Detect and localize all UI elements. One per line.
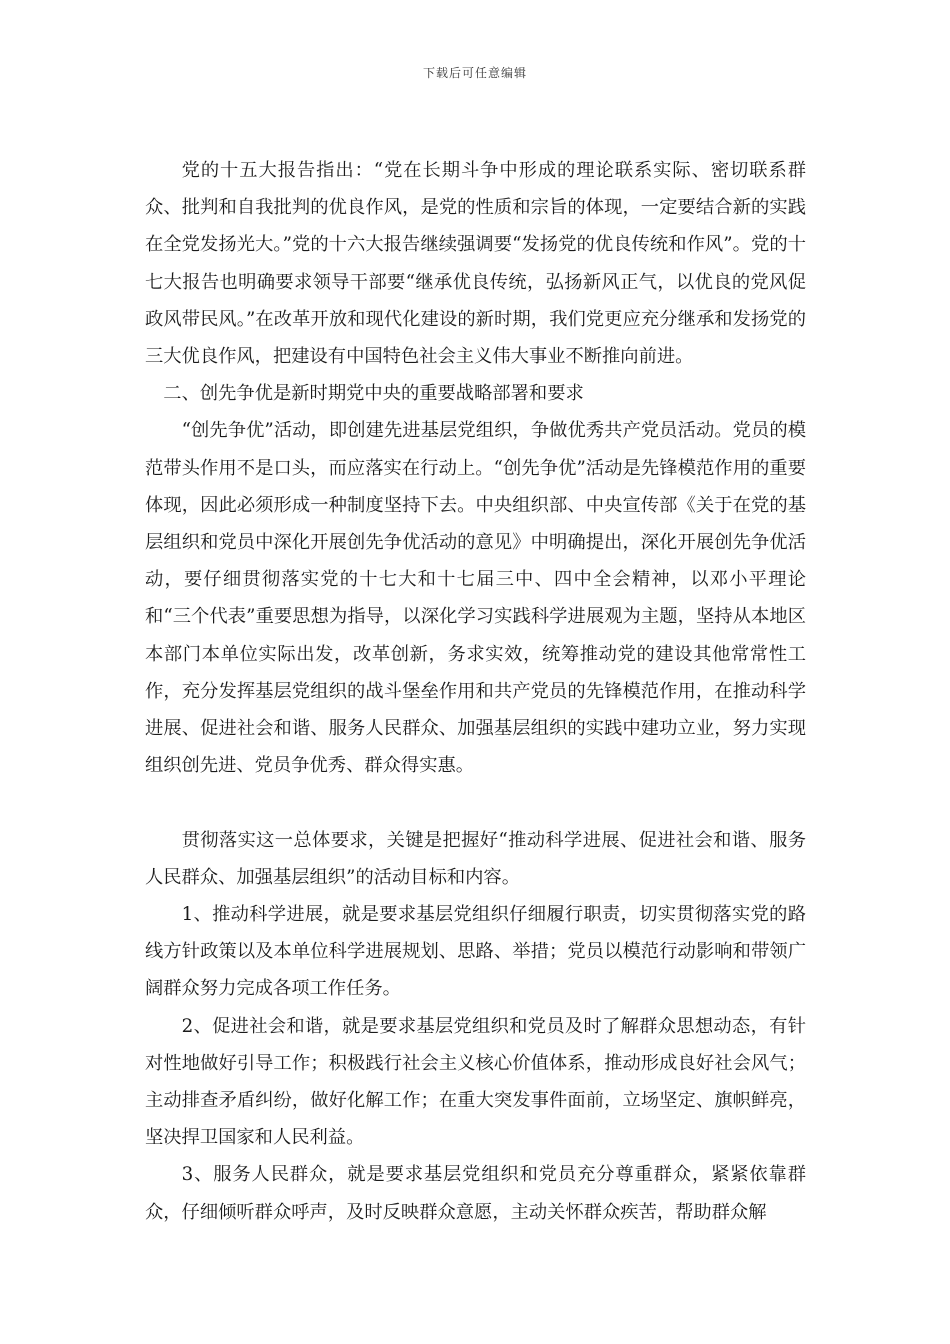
paragraph-party-style: 党的十五大报告指出：“党在长期斗争中形成的理论联系实际、密切联系群众、批判和自我批判的优良作风，是党的性质和宗旨的体现，一定要结合新的实践在全党发扬光大。”党的十六大报告继续强调要“发扬党的优良传统和作风”。党的十七大报告也明确要求领导干部要“继承优良传统，弘扬新风正气，以优良的党风促政风带民风。”在改革开放和现代化建设的新时期，我们党更应充分继承和发扬党的三大优良作风，把建设有中国特色社会主义伟大事业不断推向前进。 <box>145 160 806 368</box>
list-item-social-harmony: 2、促进社会和谐，就是要求基层党组织和党员及时了解群众思想动态，有针对性地做好引导工作；积极践行社会主义核心价值体系，推动形成良好社会风气；主动排查矛盾纠纷，做好化解工作；在重大突发事件面前，立场坚定、旗帜鲜亮，坚决捍卫国家和人民利益。 <box>145 1015 806 1149</box>
document-body <box>145 152 806 1231</box>
list-item-scientific-development: 1、推动科学进展，就是要求基层党组织仔细履行职责，切实贯彻落实党的路线方针政策以及本单位科学进展规划、思路、举措；党员以模范行动影响和带领广阔群众努力完成各项工作任务。 <box>145 904 806 1000</box>
paragraph-overall-requirement: 贯彻落实这一总体要求，关键是把握好“推动科学进展、促进社会和谐、服务人民群众、加强基层组织”的活动目标和内容。 <box>145 829 806 888</box>
list-item-serve-people: 3、服务人民群众，就是要求基层党组织和党员充分尊重群众，紧紧依靠群众，仔细倾听群众呼声，及时反映群众意愿，主动关怀群众疾苦，帮助群众解 <box>145 1164 806 1223</box>
page-header: 下载后可任意编辑 <box>422 66 527 80</box>
paragraph-chuangxian-zhengyou: “创先争优”活动，即创建先进基层党组织，争做优秀共产党员活动。党员的模范带头作用不是口头，而应落实在行动上。“创先争优”活动是先锋模范作用的重要体现，因此必须形成一种制度坚持下去。中央组织部、中央宣传部《关于在党的基层组织和党员中深化开展创先争优活动的意见》中明确提出，深化开展创先争优活动，要仔细贯彻落实党的十七大和十七届三中、四中全会精神，以邓小平理论和“三个代表”重要思想为指导，以深化学习实践科学进展观为主题，坚持从本地区本部门本单位实际出发，改革创新，务求实效，统筹推动党的建设其他常常性工作，充分发挥基层党组织的战斗堡垒作用和共产党员的先锋模范作用，在推动科学进展、促进社会和谐、服务人民群众、加强基层组织的实践中建功立业，努力实现组织创先进、党员争优秀、群众得实惠。 <box>145 420 806 777</box>
section-heading: 二、创先争优是新时期党中央的重要战略部署和要求 <box>163 383 584 405</box>
